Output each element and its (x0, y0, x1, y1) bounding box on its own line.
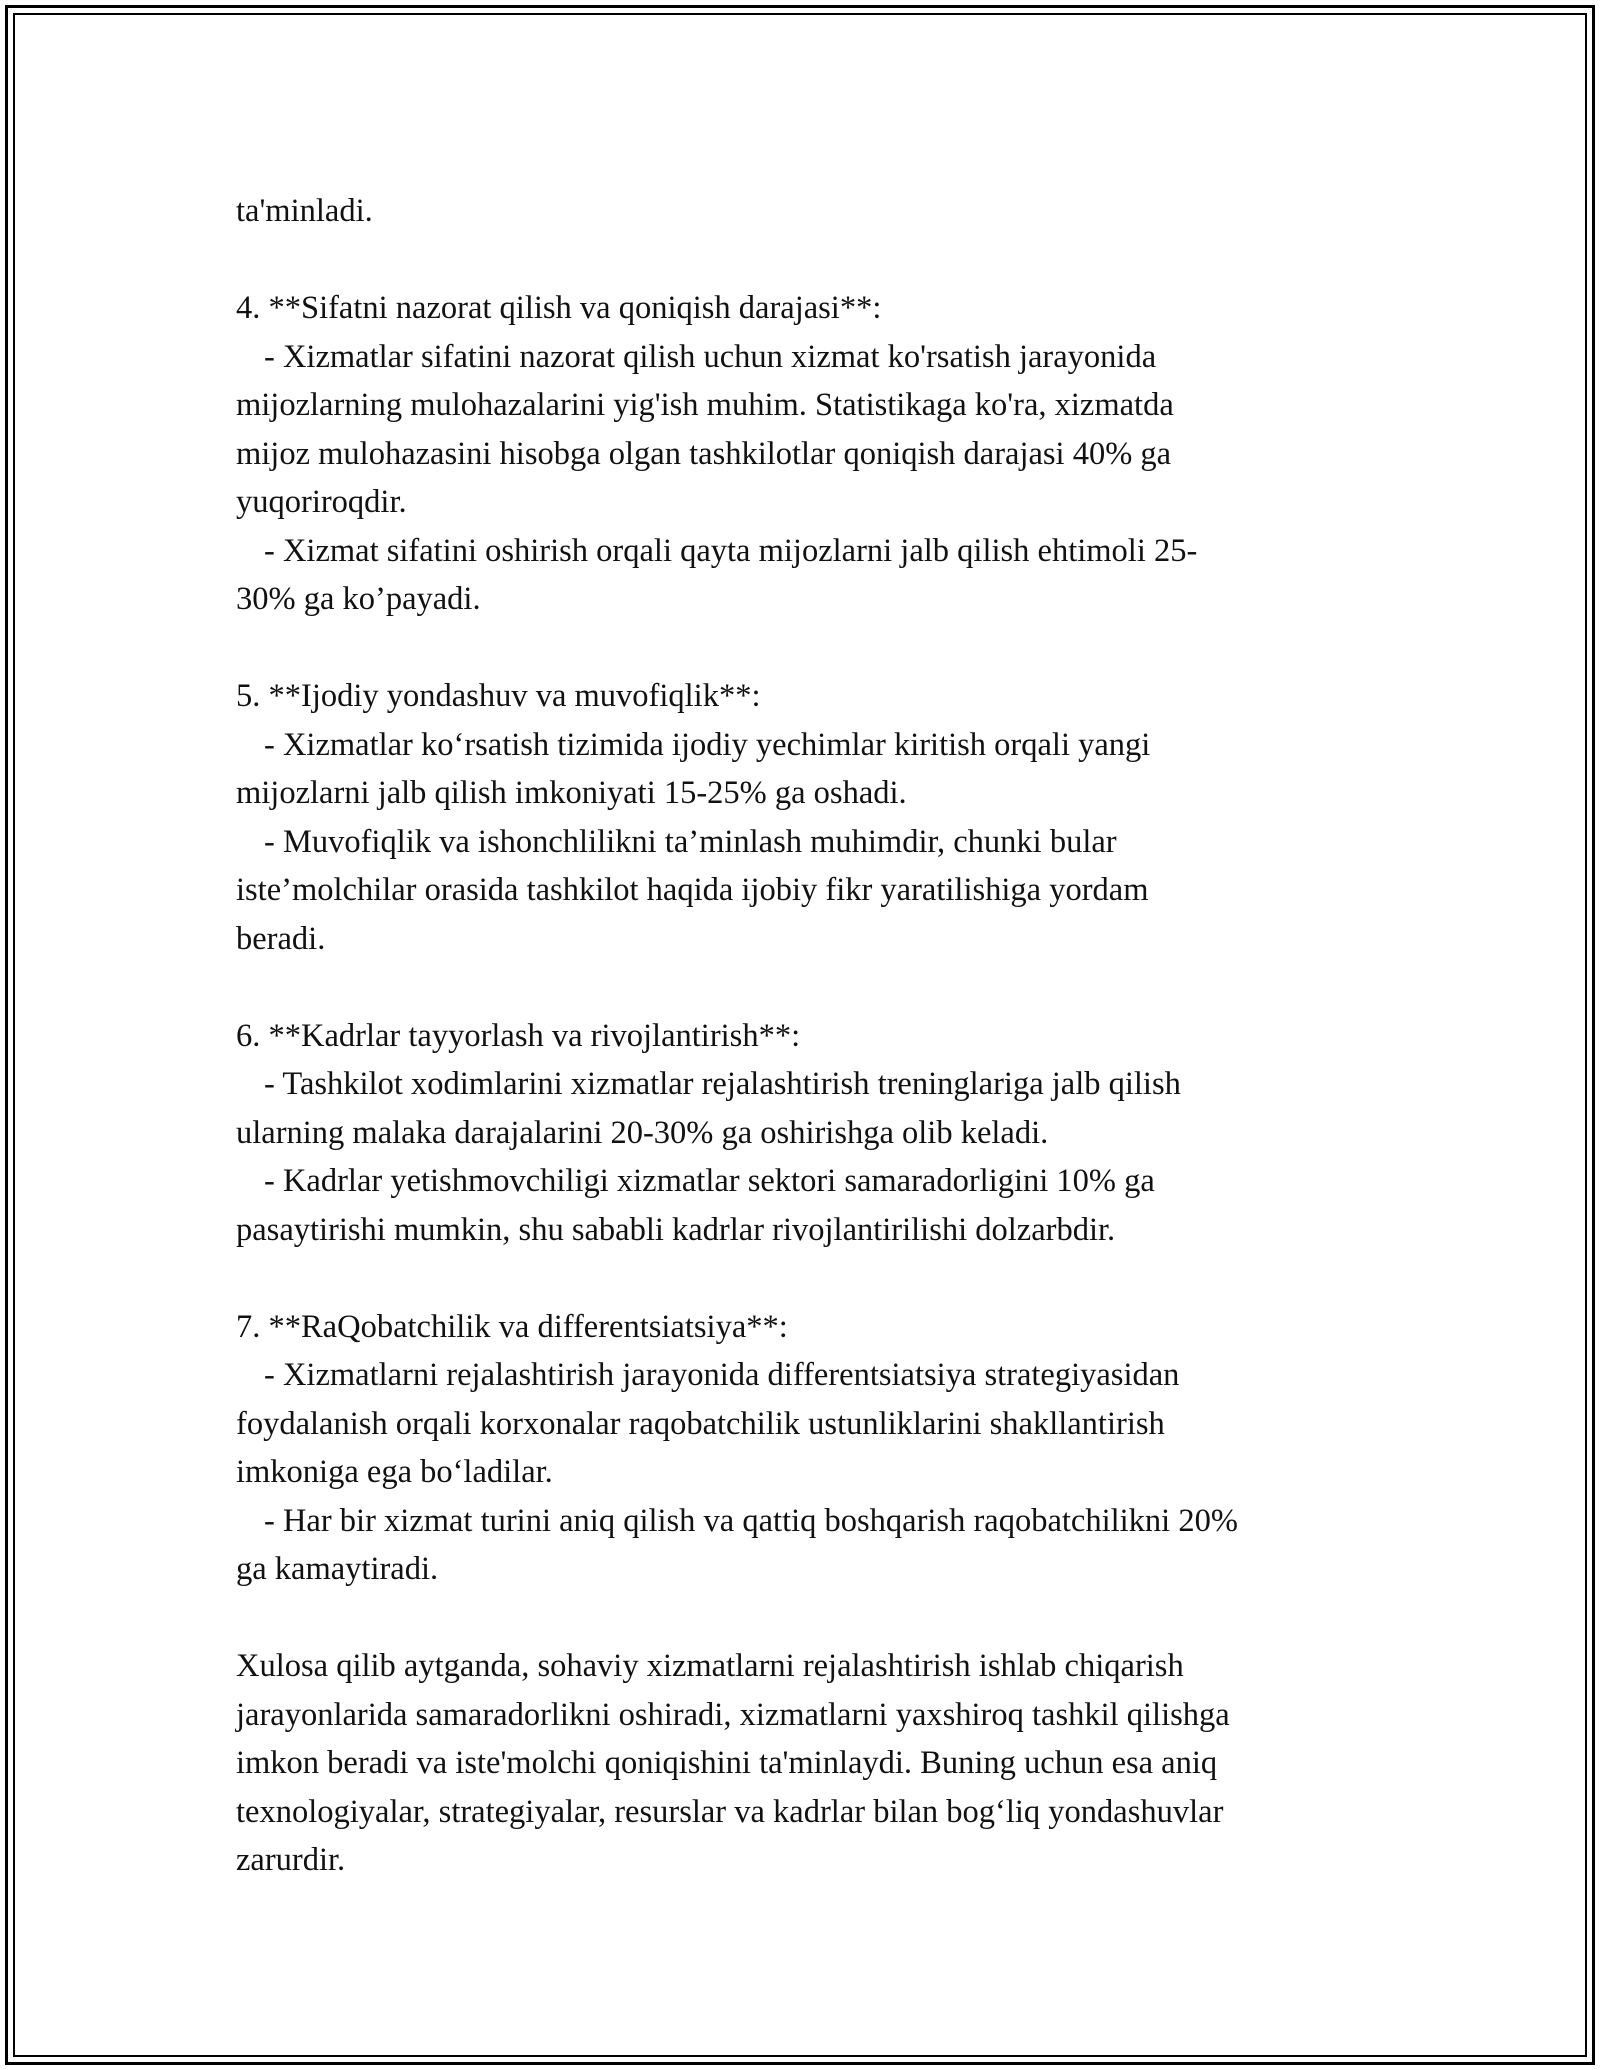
paragraph-gap (236, 624, 1386, 673)
section-heading: 6. **Kadrlar tayyorlash va rivojlantirish**: (236, 1017, 801, 1054)
bullet-line: imkoniga ega bo‘ladilar. (236, 1454, 553, 1490)
document-body (236, 187, 1386, 1885)
bullet-line: beradi. (236, 920, 326, 957)
section-heading: 4. **Sifatni nazorat qilish va qoniqish darajasi**: (236, 290, 882, 326)
conclusion-line: jarayonlarida samaradorlikni oshiradi, xizmatlarni yaxshiroq tashkil qilishga (236, 1696, 1230, 1733)
section-heading: 7. **RaQobatchilik va differentsiatsiya**: (236, 1308, 788, 1345)
bullet-line: - Har bir xizmat turini aniq qilish va qattiq boshqarish raqobatchilikni 20% (264, 1502, 1238, 1539)
bullet-line: ularning malaka darajalarini 20-30% ga oshirishga olib keladi. (236, 1114, 1049, 1151)
bullet-line: - Xizmatlarni rejalashtirish jarayonida differentsiatsiya strategiyasidan (264, 1357, 1180, 1393)
bullet-line: yuqoriroqdir. (236, 484, 407, 520)
bullet-line: mijoz mulohazasini hisobga olgan tashkilotlar qoniqish darajasi 40% ga (236, 435, 1172, 472)
bullet-line: mijozlarning mulohazalarini yig'ish muhim. Statistikaga ko'ra, xizmatda (236, 387, 1174, 423)
paragraph-gap (236, 963, 1386, 1012)
bullet-line: mijozlarni jalb qilish imkoniyati 15-25% ga oshadi. (236, 775, 907, 811)
continuation-line: ta'minladi. (236, 193, 373, 229)
paragraph-gap (236, 236, 1386, 285)
bullet-line: - Muvofiqlik va ishonchlilikni ta’minlash muhimdir, chunki bular (264, 823, 1117, 860)
paragraph-gap (236, 1254, 1386, 1303)
bullet-line: 30% ga ko’payadi. (236, 581, 481, 617)
paragraph-gap (236, 1594, 1386, 1643)
conclusion-line: Xulosa qilib aytganda, sohaviy xizmatlarni rejalashtirish ishlab chiqarish (236, 1648, 1184, 1684)
bullet-line: - Kadrlar yetishmovchiligi xizmatlar sektori samaradorligini 10% ga (264, 1163, 1155, 1199)
bullet-line: - Xizmatlar ko‘rsatish tizimida ijodiy yechimlar kiritish orqali yangi (264, 726, 1151, 763)
conclusion-line: texnologiyalar, strategiyalar, resurslar va kadrlar bilan bog‘liq yondashuvlar (236, 1793, 1224, 1830)
bullet-line: foydalanish orqali korxonalar raqobatchilik ustunliklarini shakllantirish (236, 1405, 1165, 1442)
bullet-line: - Xizmat sifatini oshirish orqali qayta mijozlarni jalb qilish ehtimoli 25- (264, 532, 1198, 569)
section-heading: 5. **Ijodiy yondashuv va muvofiqlik**: (236, 678, 761, 714)
bullet-line: - Xizmatlar sifatini nazorat qilish uchun xizmat ko'rsatish jarayonida (264, 338, 1157, 375)
conclusion-line: imkon beradi va iste'molchi qoniqishini ta'minlaydi. Buning uchun esa aniq (236, 1745, 1218, 1781)
bullet-line: - Tashkilot xodimlarini xizmatlar rejalashtirish treninglariga jalb qilish (264, 1066, 1181, 1102)
conclusion-line: zarurdir. (236, 1842, 346, 1878)
bullet-line: pasaytirishi mumkin, shu sababli kadrlar rivojlantirilishi dolzarbdir. (236, 1211, 1116, 1248)
bullet-line: ga kamaytiradi. (236, 1551, 439, 1587)
bullet-line: iste’molchilar orasida tashkilot haqida ijobiy fikr yaratilishiga yordam (236, 872, 1149, 908)
